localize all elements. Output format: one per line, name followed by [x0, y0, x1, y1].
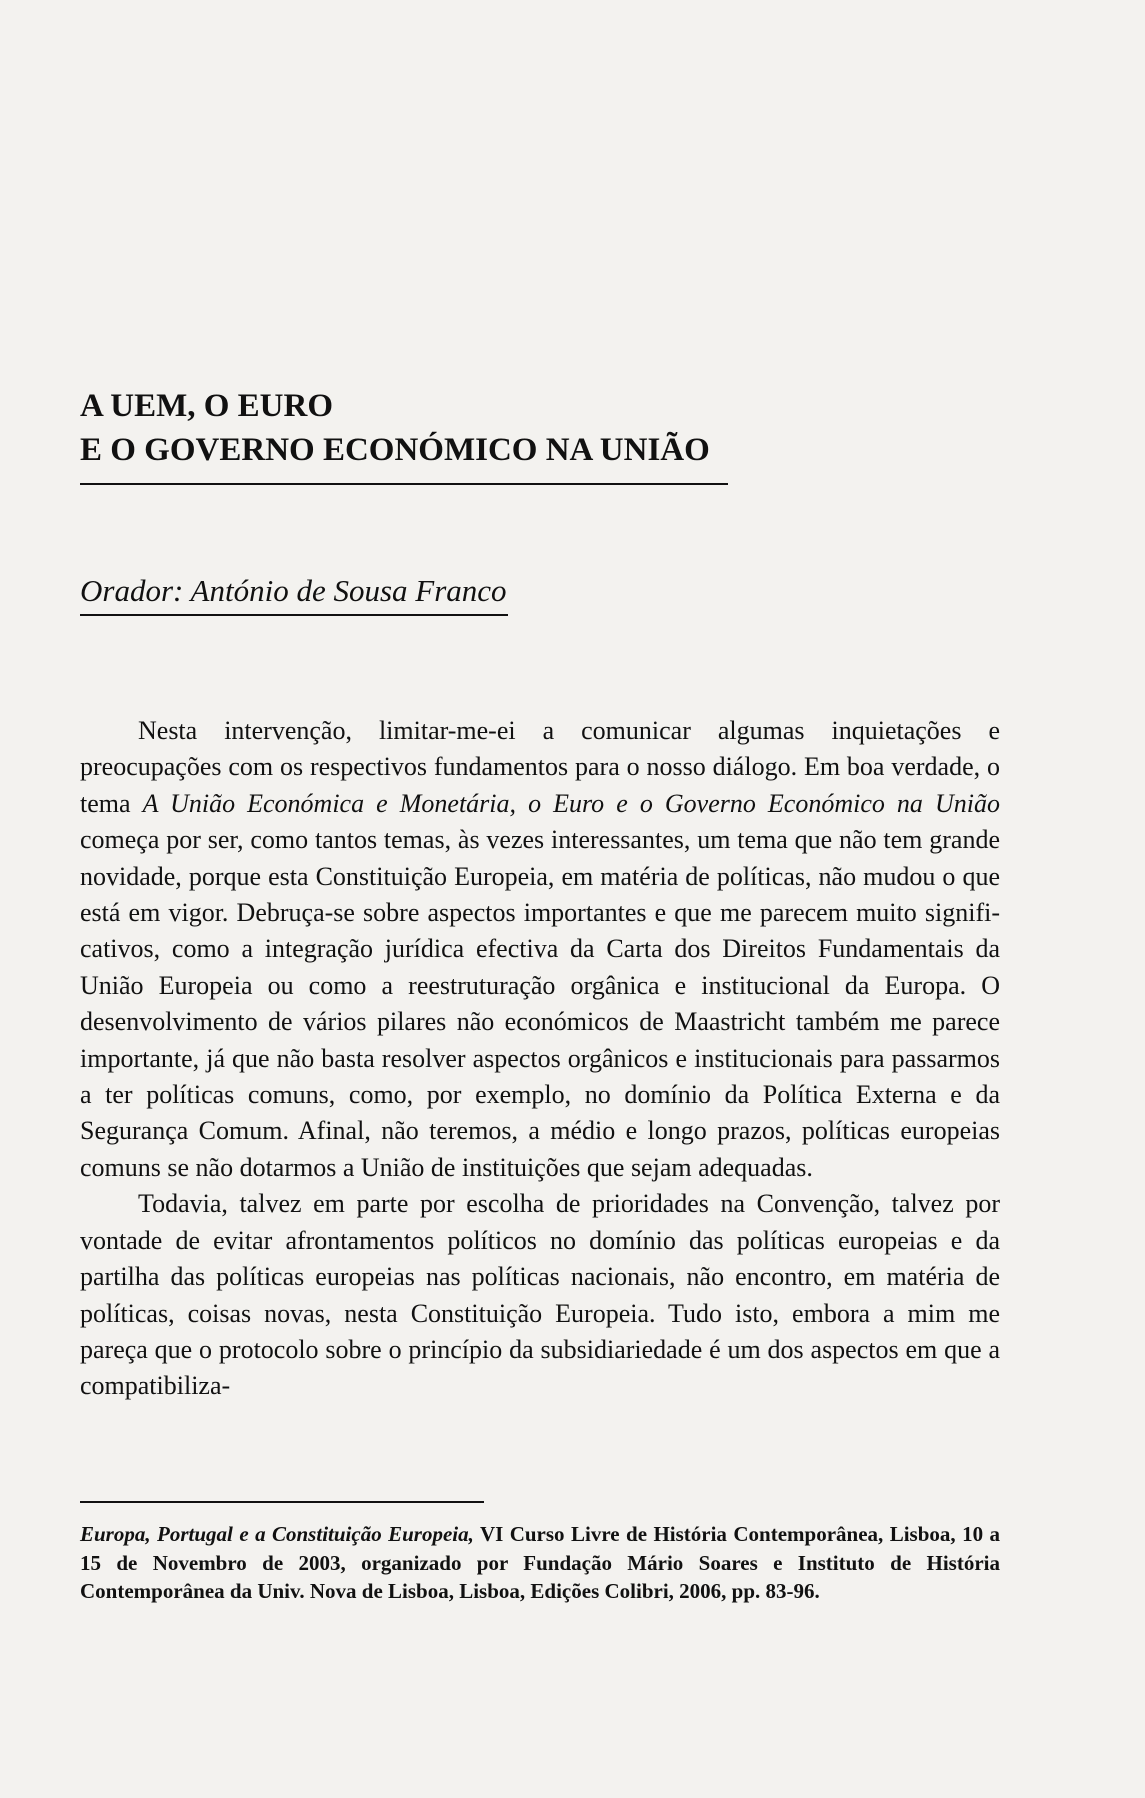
footnote-details: VI Curso Livre de História Contemporânea, Lisboa, 10 a 15 de Novembro de 2003, organizado por Fundação Mário Soares e Instituto de História Contemporânea da Univ. Nova de Lisboa, Lisboa, Edições Colibri, 2006, pp. 83-96. [80, 1522, 1000, 1604]
footnote-separator [80, 1501, 484, 1503]
title-underline [80, 483, 728, 485]
chapter-title-line-2: E O GOVERNO ECONÓMICO NA UNIÃO [80, 432, 710, 468]
footnote-book-title: Europa, Portugal e a Constituição Europeia, [80, 1522, 474, 1546]
footnote [80, 1520, 1000, 1606]
speaker-name: António de Sousa Franco [190, 573, 507, 608]
speaker-label: Orador: [80, 573, 184, 608]
paragraph-2: Todavia, talvez em parte por escolha de prioridades na Convenção, talvez por vontade de evitar afrontamentos políticos no domínio das políticas europeias e da partilha das políticas europeias nas políticas nacionais, não encontro, em matéria de políticas, coisas novas, nesta Constituição Europeia. Tudo isto, embora a mim me pareça que o protocolo sobre o princípio da subsidiariedade é um dos aspectos em que a compatibiliza- [80, 1189, 1000, 1401]
paragraph-1-part-2: começa por ser, como tantos temas, às vezes interessantes, um tema que não tem grande novidade, porque esta Constituição Europeia, em matéria de políticas, não mudou o que está em vigor. Debruça-se sobre aspectos importantes e que me parecem muito significativos, como a integração jurídica efectiva da Carta dos Direitos Fundamentais da União Europeia ou como a reestruturação orgânica e institucional da Europa. O desenvolvimento de vários pilares não económicos de Maastricht também me parece importante, já que não basta resolver aspectos orgânicos e institucionais para passarmos a ter políticas comuns, como, por exemplo, no domínio da Política Externa e da Segurança Comum. Afinal, não teremos, a médio e longo prazos, políticas europeias comuns se não dotarmos a União de instituições que sejam adequadas. [80, 825, 1000, 1182]
theme-title: A União Económica e Monetária, o Euro e o Governo Económico na União [142, 788, 1000, 818]
body-text [80, 713, 1000, 1405]
speaker-line [80, 572, 507, 610]
chapter-title [80, 384, 760, 472]
speaker-underline [80, 614, 508, 616]
paragraph-1-part-1: Nesta intervenção, limitar-me-ei a comunicar algumas inquietações e preocupações com os respectivos fundamentos para o nosso diálogo. Em boa verdade, o tema [80, 716, 1000, 818]
paragraph-1 [80, 713, 1000, 1186]
chapter-title-line-1: A UEM, O EURO [80, 388, 334, 424]
